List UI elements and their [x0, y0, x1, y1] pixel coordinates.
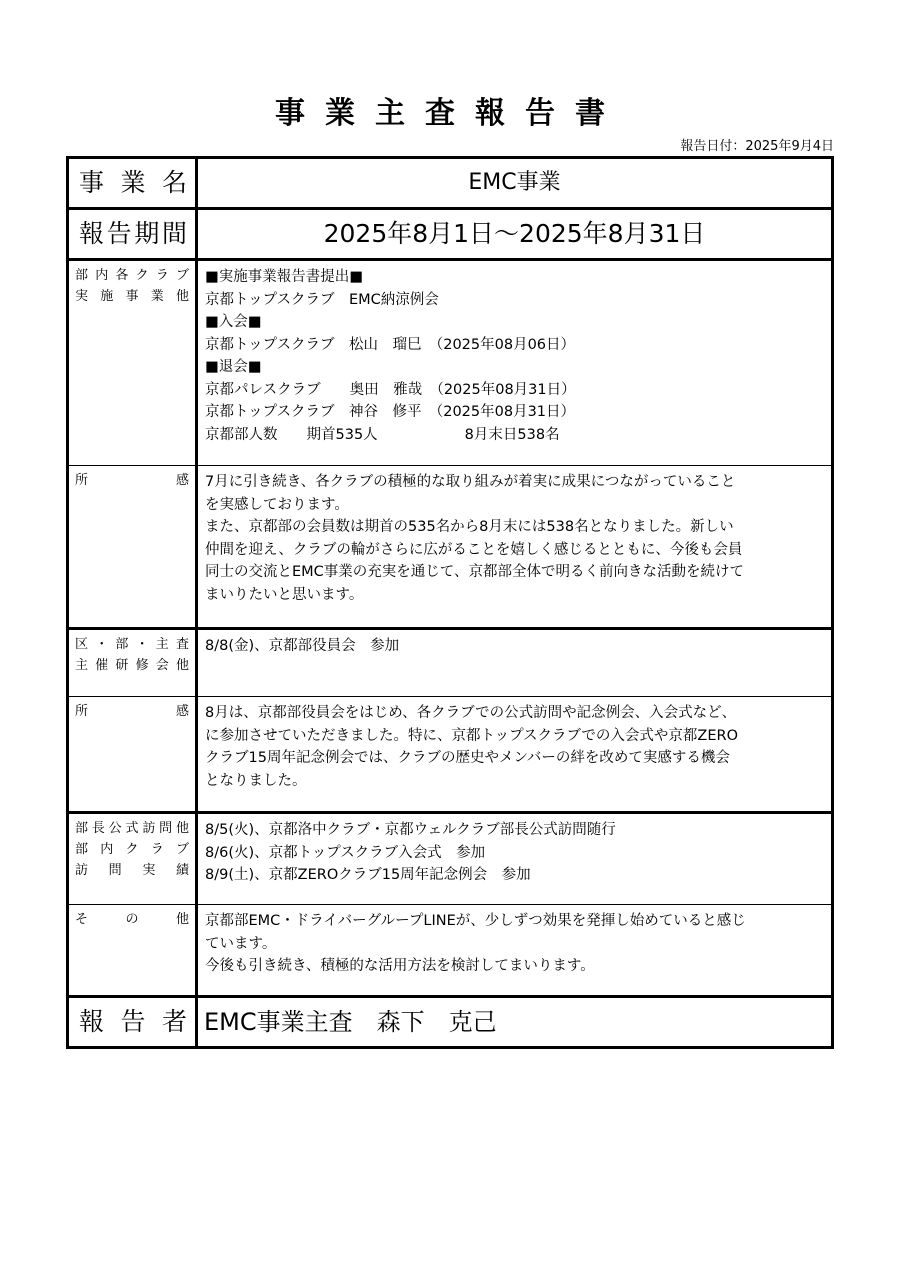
clubs-label: [69, 261, 195, 307]
period-value: 2025年8月1日～2025年8月31日: [323, 219, 706, 248]
events-label: [69, 630, 195, 676]
row-clubs: [68, 260, 833, 466]
other-label-line-1: そ の 他: [75, 912, 189, 927]
row-impression-2: [68, 697, 833, 813]
row-period: [68, 209, 833, 260]
other-label: [69, 905, 195, 930]
visits-label: [69, 814, 195, 881]
impression1-label: [69, 466, 195, 491]
business-value: EMC事業: [468, 170, 561, 195]
row-business: [68, 158, 833, 209]
row-other: [68, 905, 833, 997]
impression2-text: 8月は、京都部役員会をはじめ、各クラブでの公式訪問や記念例会、入会式など、 に参加させていただきました。特に、京都トップスクラブでの入会式や京都ZERO クラブ15周年記念例会では、クラブの歴史やメンバーの絆を改めて実感する機会 となりました。: [205, 705, 738, 789]
row-impression-1: [68, 466, 833, 629]
impression2-label-line-1: 所 感: [75, 704, 189, 719]
visits-label-line-3: 訪 問 実 績: [75, 863, 189, 878]
clubs-label-line-1: 部 内 各 ク ラ ブ: [75, 268, 189, 283]
visits-text: 8/5(火)、京都洛中クラブ・京都ウェルクラブ部長公式訪問随行 8/6(火)、京都トップスクラブ入会式 参加 8/9(土)、京都ZEROクラブ15周年記念例会 参加: [205, 822, 616, 883]
reporter-label: 報 告 者: [79, 1007, 187, 1036]
other-text: 京都部EMC・ドライバーグループLINEが、少しずつ効果を発揮し始めていると感じ ています。 今後も引き続き、積極的な活用方法を検討してまいります。: [205, 913, 746, 974]
impression2-label: [69, 697, 195, 722]
clubs-label-line-2: 実 施 事 業 他: [75, 289, 189, 304]
page-title: 事業主査報告書: [275, 96, 625, 131]
visits-label-line-2: 部 内 ク ラ ブ: [75, 842, 189, 857]
period-label: 報 告 期 間: [79, 219, 187, 248]
reporter-value: EMC事業主査 森下 克己: [204, 1008, 497, 1036]
row-visits: [68, 813, 833, 905]
visits-label-line-1: 部 長 公 式 訪 問 他: [75, 821, 189, 836]
row-events: [68, 629, 833, 697]
report-date: 報告日付：2025年9月4日: [680, 139, 834, 154]
impression1-text: 7月に引き続き、各クラブの積極的な取り組みが着実に成果につながっていること を実感しております。 また、京都部の会員数は期首の535名から8月末には538名となりました。新しい 仲間を迎え、クラブの輪がさらに広がることを嬉しく感じるとともに、今後も会員 同士の交流とEMC事業の充実を通じて、京都部全体で明るく前向きな活動を続けて まいりたいと思います。: [205, 474, 745, 603]
events-label-line-2: 主 催 研 修 会 他: [75, 658, 189, 673]
events-text: 8/8(金)、京都部役員会 参加: [205, 638, 400, 654]
impression1-label-line-1: 所 感: [75, 473, 189, 488]
row-reporter: [68, 997, 833, 1048]
report-table: [66, 156, 834, 1049]
clubs-text: ■実施事業報告書提出■ 京都トップスクラブ EMC納涼例会 ■入会■ 京都トップスクラブ 松山 瑠巳 （2025年08月06日） ■退会■ 京都パレスクラブ 奥田 雅哉 （2025年08月31日） 京都トップスクラブ 神谷 修平 （2025年08月31日） 京都部人数 期首535人 8月末日538名: [205, 269, 576, 443]
events-label-line-1: 区 ・ 部 ・ 主 査: [75, 637, 189, 652]
business-label: 事 業 名: [79, 168, 187, 197]
